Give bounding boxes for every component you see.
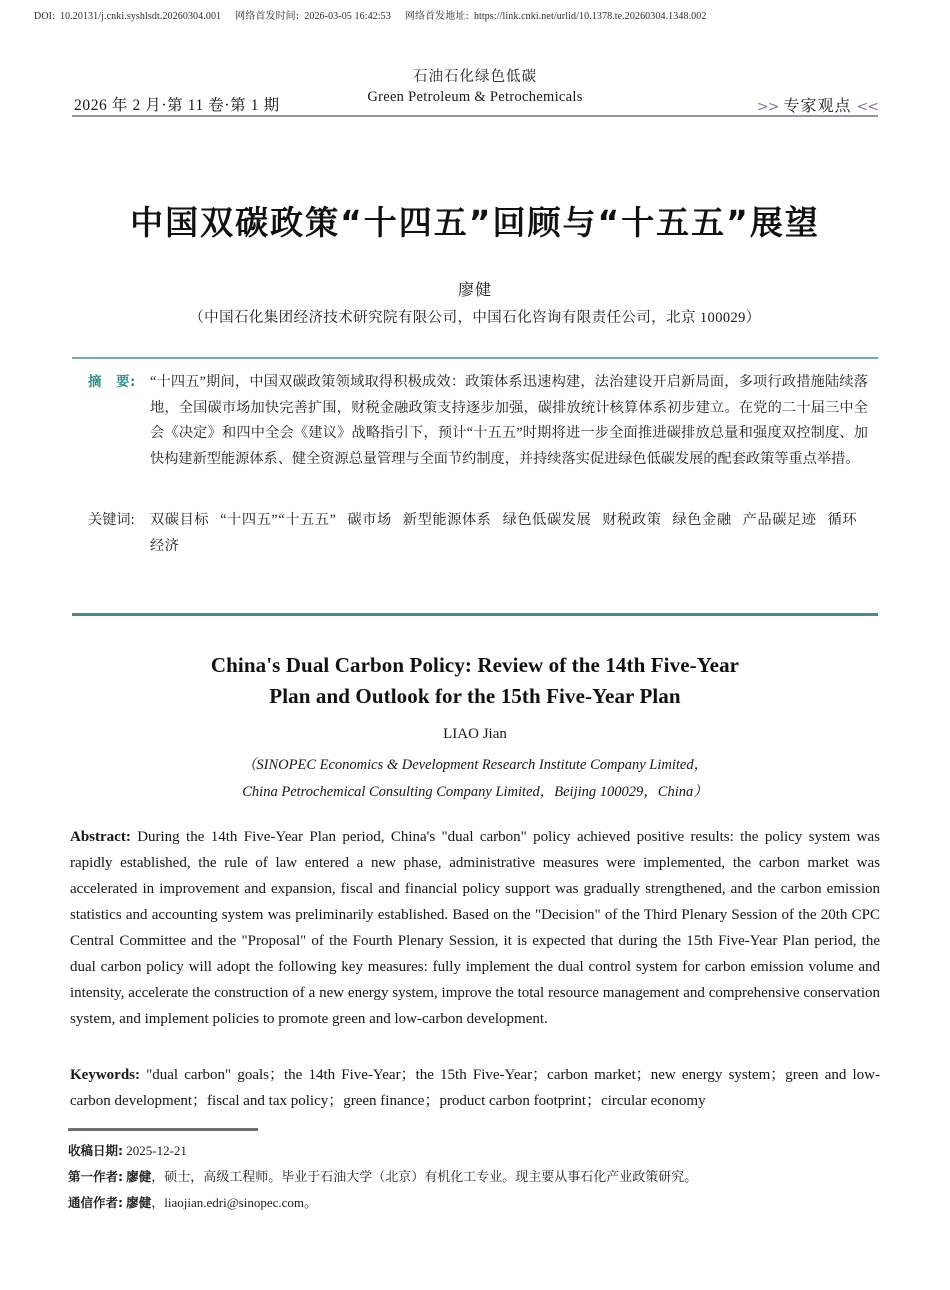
keyword-cn: 双碳目标 [150,512,210,528]
online-date-value: 2026-03-05 16:42:53 [304,11,391,22]
affiliation-en [110,752,840,806]
abstract-cn-block [88,370,868,472]
column-tag-label: 专家观点 [783,96,852,115]
first-author-label: 第一作者: [68,1169,123,1184]
footnote-received [68,1138,880,1164]
footnote-first-author [68,1164,880,1190]
section-divider-thick [72,613,878,616]
corresponding-author-email: ，liaojian.edri@sinopec.com。 [151,1195,318,1210]
keywords-list-cn [150,508,868,559]
keyword-cn: “十四五”“十五五” [220,512,337,528]
abstract-text-en: During the 14th Five-Year Plan period, China's "dual carbon" policy achieved positive results: the policy system was rapidly established, the rule of law entered a new phase, administrative measures were implemented, the carbon market was accelerated in improvement and expansion, fiscal and financial policy support was gradually strengthened, and the carbon emission statistics and accounting system was preliminarily established. Based on the "Decision" of the Third Plenary Session of the 20th CPC Central Committee and the "Proposal" of the Fourth Plenary Session, it is expected that during the 15th Five-Year Plan period, the dual carbon policy will adopt the following key measures: fully implement the dual control system for carbon emission volume and intensity, accelerate the construction of a new energy system, improve the total resource management and comprehensive conservation system, and implement policies to promote green and low-carbon development. [70,829,881,1027]
corresponding-author-label: 通信作者: [68,1195,123,1210]
received-date-label: 收稿日期: [68,1143,123,1158]
author-cn: 廖健 [457,282,492,299]
journal-name-en: Green Petroleum & Petrochemicals [367,88,583,105]
keywords-label-en: Keywords: [70,1067,140,1083]
affiliation-en-line1: （SINOPEC Economics & Development Research Institute Company Limited， [241,757,709,773]
footnote-divider [68,1128,258,1131]
chevron-left-icon: << [856,99,878,115]
keywords-label-cn: 关键词: [88,512,135,528]
affiliation-cn: （中国石化集团经济技术研究院有限公司，中国石化咨询有限责任公司，北京 100029） [189,310,761,326]
keywords-cn-block [88,508,868,559]
keyword-cn: 财税政策 [602,512,662,528]
doi-header-bar [34,7,916,22]
page-title-cn: 中国双碳政策“十四五”回顾与“十五五”展望 [130,203,820,242]
keywords-text-en: "dual carbon" goals；the 14th Five-Year；the 15th Five-Year；carbon market；new energy system；green and low-carbon development；fiscal and tax policy；green finance；product carbon footprint；circular economy [70,1067,881,1109]
abstract-en-block [70,824,880,1032]
online-date-label: 网络首发时间: [235,11,300,22]
page-title-en [120,650,830,712]
column-tag [757,93,878,116]
affiliation-en-line2: China Petrochemical Consulting Company Limited，Beijing 100029，China） [242,784,708,800]
masthead-divider [72,115,878,117]
keywords-en-block [70,1062,880,1114]
online-url-value[interactable]: https://link.cnki.net/urlid/10.1378.te.20260304.1348.002 [473,11,707,22]
journal-name-cn: 石油石化绿色低碳 [413,69,537,85]
author-en: LIAO Jian [443,726,507,742]
masthead [72,69,878,118]
keyword-cn: 产品碳足迹 [742,512,817,528]
keyword-cn: 碳市场 [347,512,392,528]
abstract-label-cn: 摘 要: [88,374,136,390]
page-title-en-line1: China's Dual Carbon Policy: Review of the 14th Five-Year [210,653,740,677]
keyword-cn: 绿色低碳发展 [502,512,592,528]
first-author-name: 廖健 [126,1169,152,1184]
footnote-corresponding-author [68,1190,880,1216]
corresponding-author-name: 廖健 [126,1195,152,1210]
doi-value: 10.20131/j.cnki.syshlsdt.20260304.001 [59,11,222,22]
abstract-top-divider [72,357,878,359]
doi-label: DOI: [34,11,55,22]
online-url-label: 网络首发地址: [404,11,469,22]
abstract-label-en: Abstract: [70,829,131,845]
keyword-cn: 新型能源体系 [402,512,492,528]
abstract-text-cn: “十四五”期间，中国双碳政策领域取得积极成效：政策体系迅速构建，法治建设开启新局面，多项行政措施陆续落地，全国碳市场加快完善扩围，财税金融政策支持逐步加强，碳排放统计核算体系初步建立。在党的二十届三中全会《决定》和四中全会《建议》战略指引下，预计“十五五”时期将进一步全面推进碳排放总量和强度双控制度、加快构建新型能源体系、健全资源总量管理与全面节约制度，并持续落实促进绿色低碳发展的配套政策等重点举措。 [150,374,868,467]
received-date-value: 2025-12-21 [126,1143,187,1158]
first-author-bio: ，硕士，高级工程师。毕业于石油大学（北京）有机化工专业。现主要从事石化产业政策研究。 [151,1169,698,1184]
keyword-cn: 循环经济 [150,512,858,554]
issue-line: 2026 年 2 月·第 11 卷·第 1 期 [74,97,280,114]
keyword-cn: 绿色金融 [672,512,732,528]
chevron-right-icon: >> [757,99,779,115]
footnote-block [68,1138,880,1216]
page-title-en-line2: Plan and Outlook for the 15th Five-Year Plan [269,684,681,708]
